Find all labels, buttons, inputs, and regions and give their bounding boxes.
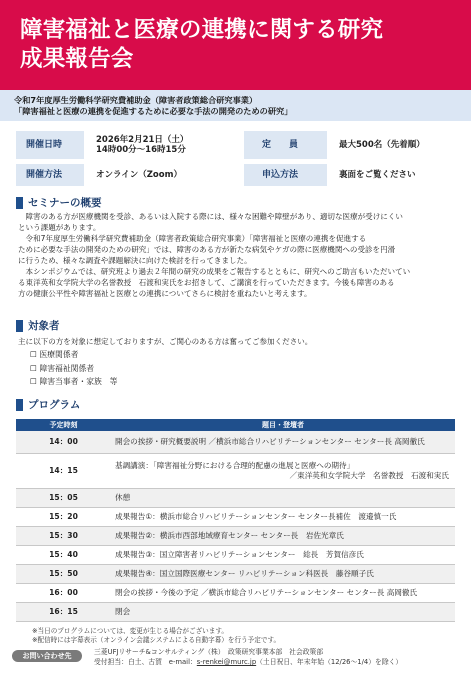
row-time: 15：50 [16, 564, 111, 583]
program-heading [16, 397, 80, 412]
table-row [16, 602, 455, 621]
col-title-header: 題目・登壇者 [111, 419, 455, 431]
row-time: 16：15 [16, 602, 111, 621]
row-text-line1: 基調講演：「障害福祉分野における合理的配慮の進展と医療への期待」 [115, 460, 355, 470]
table-row [16, 526, 455, 545]
date-value [84, 135, 244, 156]
row-time: 14：15 [16, 453, 111, 488]
contact-footer [0, 645, 471, 680]
table-row [16, 488, 455, 507]
contact-label: お問い合わせ先 [12, 650, 82, 662]
row-text: 成果報告②：横浜市西部地域療育センター センター長 岩佐光章氏 [111, 526, 455, 545]
email-link[interactable]: s-renkei@murc.jp [196, 658, 257, 666]
table-row [16, 507, 455, 526]
target-intro-text: 主に以下の方を対象に想定しておりますが、ご関心のある方は奮ってご参加ください。 [18, 337, 313, 346]
target-heading [16, 318, 60, 333]
target-intro [18, 336, 455, 347]
date-line2: 14時00分～16時15分 [96, 145, 186, 155]
table-row [16, 583, 455, 602]
list-item: ☐ 医療関係者 [30, 350, 79, 359]
row-text-line2: ／東洋英和女学院大学 名誉教授 石渡和実氏 [289, 470, 449, 480]
row-text: 成果報告④：国立国際医療センター リハビリテーション科医長 藤谷順子氏 [111, 564, 455, 583]
target-heading-text: 対象者 [28, 320, 60, 332]
row-time: 16：00 [16, 583, 111, 602]
overview-line: る東洋英和女学院大学の名誉教授 石渡和実氏をお招きして、ご講演を行っていただきます。今後も障害のある [18, 278, 395, 287]
subtitle-line1: 令和7年度厚生労働科学研究費補助金（障害者政策総合研究事業） [14, 95, 258, 105]
overview-line: 障害のある方が医療機関を受診、あるいは入院する際には、様々な困難や障壁があり、適切な医療が受けにくい [18, 212, 403, 221]
capacity-value: 最大500名（先着順） [339, 139, 425, 150]
overview-line: に行うため、様々な調査や課題解決に向けた検討を行ってきました。 [18, 256, 252, 265]
overview-line: 本シンポジウムでは、研究班より過去２年間の研究の成果をご報告するとともに、研究へのご助言もいただいてい [18, 267, 411, 276]
list-item: ☐ 障害当事者・家族 等 [30, 377, 118, 386]
section-marker [16, 197, 23, 209]
row-time: 15：20 [16, 507, 111, 526]
contact-line1: 三菱UFJリサーチ&コンサルティング（株） 政策研究事業本部 社会政策部 [94, 648, 324, 656]
overview-line: 方の健康公平性や障害福祉と医療との連携についてさらに検討を重ねたいと考えます。 [18, 289, 312, 298]
apply-label: 申込方法 [244, 164, 327, 186]
overview-line: 令和7年度厚生労働科学研究費補助金（障害者政策総合研究事業）「障害福祉と医療の連携を促進する [18, 234, 367, 243]
page-title-line1: 障害福祉と医療の連携に関する研究 [20, 17, 384, 43]
target-list [30, 348, 117, 389]
program-heading-text: プログラム [28, 399, 81, 411]
list-item: ☐ 障害福祉関係者 [30, 363, 95, 373]
table-row [16, 431, 455, 453]
title-banner [0, 0, 471, 90]
date-label: 開催日時 [16, 131, 84, 159]
table-row [16, 545, 455, 564]
capacity-label: 定 員 [244, 131, 327, 159]
section-marker [16, 320, 23, 332]
section-marker [16, 399, 23, 411]
program-table [16, 419, 455, 622]
date-line1: 2026年2月21日（土） [96, 134, 189, 145]
row-text: 開会の挨拶・研究概要説明 ／横浜市総合リハビリテーションセンター センター長 高岡徹氏 [111, 431, 455, 453]
table-header [16, 419, 455, 431]
info-row-date [16, 131, 455, 159]
note-line: ※配信時には字幕表示（オンライン会議システムによる自動字幕）を行う予定です。 [32, 636, 281, 644]
table-row [16, 564, 455, 583]
subtitle-line2: 「障害福祉と医療の連携を促進するために必要な手法の開発のための研究」 [14, 106, 293, 116]
row-text: 閉会の挨拶・今後の予定 ／横浜市総合リハビリテーションセンター センター長 高岡徹氏 [111, 583, 455, 602]
method-label: 開催方法 [16, 164, 84, 186]
row-time: 14：00 [16, 431, 111, 453]
contact-prefix: 受付担当：白土、古賀 e-mail： [94, 658, 197, 666]
event-info [16, 131, 455, 186]
table-row [16, 453, 455, 488]
row-text: 休憩 [111, 488, 455, 507]
row-time: 15：30 [16, 526, 111, 545]
subtitle-band [0, 90, 471, 121]
col-time-header: 予定時刻 [16, 419, 111, 431]
info-row-method [16, 164, 455, 186]
apply-value: 裏面をご覧ください [339, 169, 416, 180]
contact-text [94, 647, 402, 667]
overview-heading [16, 195, 102, 210]
row-text: 閉会 [111, 602, 455, 621]
program-notes [32, 627, 280, 645]
row-time: 15：05 [16, 488, 111, 507]
contact-line2 [94, 657, 402, 667]
page-title-line2: 成果報告会 [20, 46, 134, 72]
overview-heading-text: セミナーの概要 [28, 197, 102, 209]
contact-suffix: （土日祝日、年末年始（12/26～1/4）を除く） [256, 658, 403, 666]
method-value: オンライン（Zoom） [96, 169, 182, 180]
row-text: 成果報告①：横浜市総合リハビリテーションセンター センター長補佐 渡邉慎一氏 [111, 507, 455, 526]
note-line: ※当日のプログラムについては、変更が生じる場合がございます。 [32, 627, 229, 635]
overview-line: ために必要な手法の開発のための研究」では、障害のある方が新たな病気やケガの際に医療機関への受診を円滑 [18, 245, 396, 254]
row-time: 15：40 [16, 545, 111, 564]
overview-text [18, 211, 455, 299]
row-text: 成果報告③：国立障害者リハビリテーションセンター 総長 芳賀信彦氏 [111, 545, 455, 564]
row-text [111, 453, 455, 488]
overview-line: という課題があります。 [18, 223, 101, 232]
